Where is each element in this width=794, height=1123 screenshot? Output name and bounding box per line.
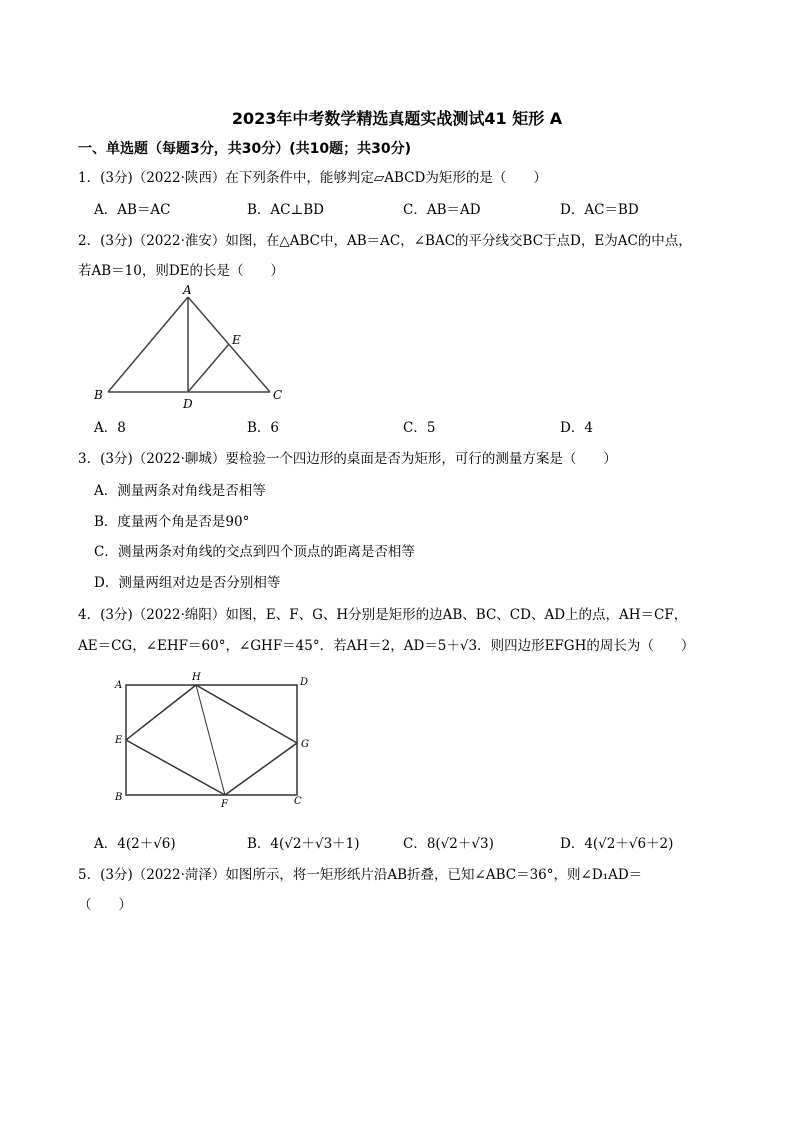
segment-gh [196, 685, 297, 743]
q4-option-a[interactable]: A．4(2＋√6) [94, 836, 176, 852]
label-f: F [221, 799, 228, 810]
q4-rectangle-figure [112, 668, 322, 810]
q4-option-b[interactable]: B．4(√2＋√3＋1) [247, 836, 360, 852]
label-g: G [301, 739, 309, 750]
q1-stem: 1．(3分)（2022·陕西）在下列条件中，能够判定▱ABCD为矩形的是（ ） [78, 170, 547, 186]
q3-option-c[interactable]: C．测量两条对角线的交点到四个顶点的距离是否相等 [94, 544, 415, 560]
label-h: H [192, 672, 201, 683]
side-ab [108, 297, 188, 392]
label-e: E [232, 333, 241, 347]
segment-he [126, 685, 196, 740]
q2-triangle-figure [88, 282, 298, 412]
segment-de [188, 344, 229, 392]
label-a: A [183, 283, 192, 297]
q1-option-d[interactable]: D．AC＝BD [560, 202, 639, 218]
segment-fg [225, 743, 297, 795]
q5-stem-line2: （ ） [78, 897, 132, 913]
section-heading: 一、单选题（每题3分，共30分）(共10题；共30分) [78, 141, 411, 157]
q3-option-a[interactable]: A．测量两条对角线是否相等 [94, 483, 266, 499]
q2-option-b[interactable]: B．6 [247, 420, 280, 436]
q5-stem-line1: 5．(3分)（2022·菏泽）如图所示，将一矩形纸片沿AB折叠，已知∠ABC＝36°，则∠D₁AD＝ [78, 867, 643, 883]
label-a: A [115, 680, 123, 691]
label-c: C [273, 388, 283, 402]
label-c: C [294, 796, 302, 807]
q2-option-a[interactable]: A．8 [94, 420, 126, 436]
segment-ef [126, 740, 225, 795]
q2-option-c[interactable]: C．5 [403, 420, 436, 436]
q3-stem: 3．(3分)（2022·聊城）要检验一个四边形的桌面是否为矩形，可行的测量方案是（ ） [78, 451, 617, 467]
q4-stem-line2: AE＝CG，∠EHF＝60°，∠GHF＝45°．若AH＝2，AD＝5＋√3．则四边形EFGH的周长为（ ） [78, 638, 695, 654]
label-b: B [115, 792, 123, 803]
q2-stem-line1: 2．(3分)（2022·淮安）如图，在△ABC中，AB＝AC，∠BAC的平分线交BC于点D，E为AC的中点， [78, 233, 692, 249]
rectangle-abcd [126, 685, 297, 795]
label-b: B [94, 388, 103, 402]
label-d: D [183, 397, 193, 411]
q4-option-d[interactable]: D．4(√2＋√6＋2) [560, 836, 674, 852]
q4-stem-line1: 4．(3分)（2022·绵阳）如图，E、F、G、H分别是矩形的边AB、BC、CD、AD上的点，AH＝CF， [78, 607, 688, 623]
label-d: D [300, 677, 309, 688]
q1-option-c[interactable]: C．AB＝AD [403, 202, 481, 218]
q1-option-b[interactable]: B．AC⊥BD [247, 202, 324, 218]
page-title: 2023年中考数学精选真题实战测试41 矩形 A [231, 109, 563, 128]
q2-option-d[interactable]: D．4 [560, 420, 593, 436]
label-e: E [115, 735, 123, 746]
q3-option-d[interactable]: D．测量两组对边是否分别相等 [94, 575, 281, 591]
q3-option-b[interactable]: B．度量两个角是否是90° [94, 514, 250, 530]
q2-stem-line2: 若AB＝10，则DE的长是（ ） [78, 263, 285, 279]
q4-option-c[interactable]: C．8(√2＋√3) [403, 836, 494, 852]
q1-option-a[interactable]: A．AB＝AC [94, 202, 171, 218]
segment-hf [196, 685, 225, 795]
